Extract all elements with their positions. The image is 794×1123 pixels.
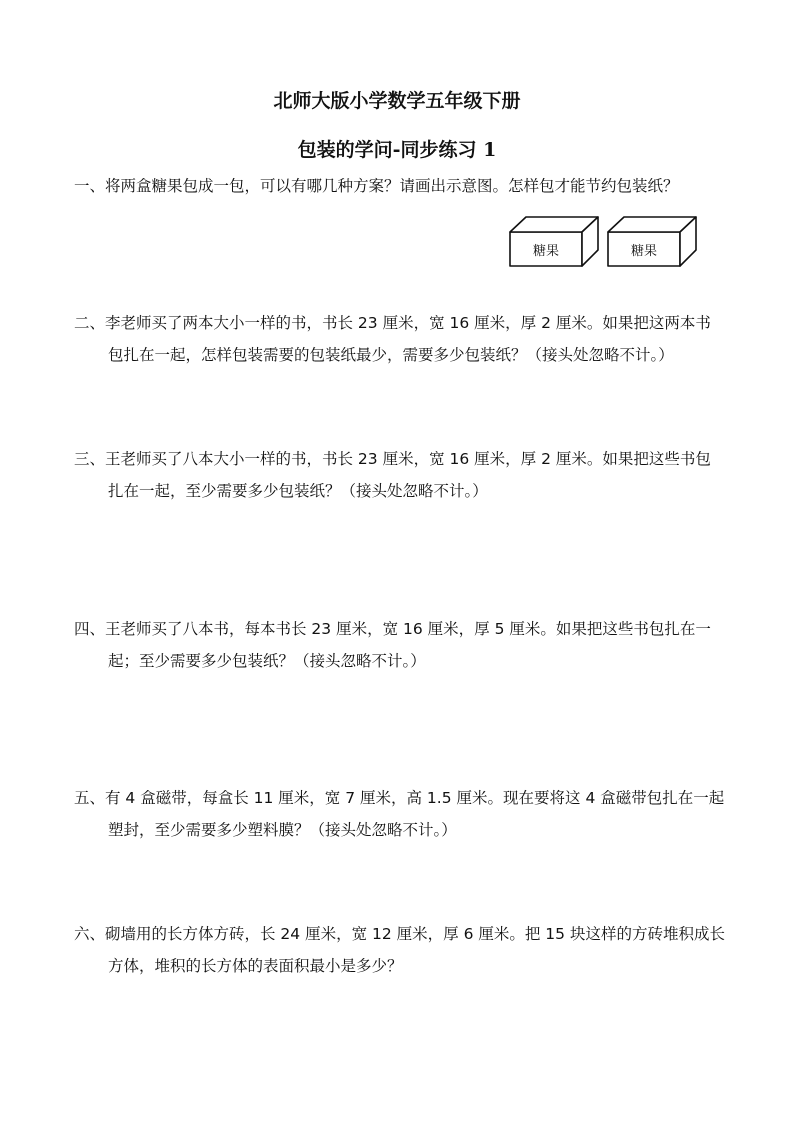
question-5-line-1: 五、有 4 盒磁带，每盒长 11 厘米，宽 7 厘米，高 1.5 厘米。现在要将这 4 盒磁带包扎在一起 bbox=[74, 789, 725, 807]
question-5-line-2: 塑封，至少需要多少塑料膜？（接头处忽略不计。） bbox=[108, 821, 457, 839]
question-3-line-1: 三、王老师买了八本大小一样的书，书长 23 厘米，宽 16 厘米，厚 2 厘米。如果把这些书包 bbox=[74, 450, 711, 468]
question-6 bbox=[74, 918, 724, 982]
page-title: 北师大版小学数学五年级下册 bbox=[273, 90, 521, 112]
question-2-line-1: 二、李老师买了两本大小一样的书，书长 23 厘米，宽 16 厘米，厚 2 厘米。如果把这两本书 bbox=[74, 314, 711, 332]
question-3 bbox=[74, 443, 724, 507]
question-1-line-1: 一、将两盒糖果包成一包，可以有哪几种方案？请画出示意图。怎样包才能节约包装纸？ bbox=[74, 177, 679, 195]
page-subtitle: 包装的学问-同步练习 1 bbox=[297, 139, 497, 161]
question-4-line-2: 起；至少需要多少包装纸？（接头忽略不计。） bbox=[108, 652, 426, 670]
question-2 bbox=[74, 307, 724, 371]
question-4 bbox=[74, 613, 724, 677]
question-6-line-2: 方体，堆积的长方体的表面积最小是多少？ bbox=[108, 957, 403, 975]
candy-box-1-label: 糖果 bbox=[532, 244, 560, 259]
question-6-line-1: 六、砌墙用的长方体方砖，长 24 厘米，宽 12 厘米，厚 6 厘米。把 15 块这样的方砖堆积成长 bbox=[74, 925, 725, 943]
question-3-line-2: 扎在一起，至少需要多少包装纸？（接头处忽略不计。） bbox=[108, 482, 488, 500]
question-5 bbox=[74, 782, 724, 846]
question-1 bbox=[74, 170, 724, 202]
question-2-line-2: 包扎在一起，怎样包装需要的包装纸最少，需要多少包装纸？（接头处忽略不计。） bbox=[108, 346, 674, 364]
candy-box-2-label: 糖果 bbox=[630, 244, 658, 259]
question-4-line-1: 四、王老师买了八本书，每本书长 23 厘米，宽 16 厘米，厚 5 厘米。如果把这些书包扎在一 bbox=[74, 620, 711, 638]
candy-boxes-figure bbox=[506, 212, 702, 270]
